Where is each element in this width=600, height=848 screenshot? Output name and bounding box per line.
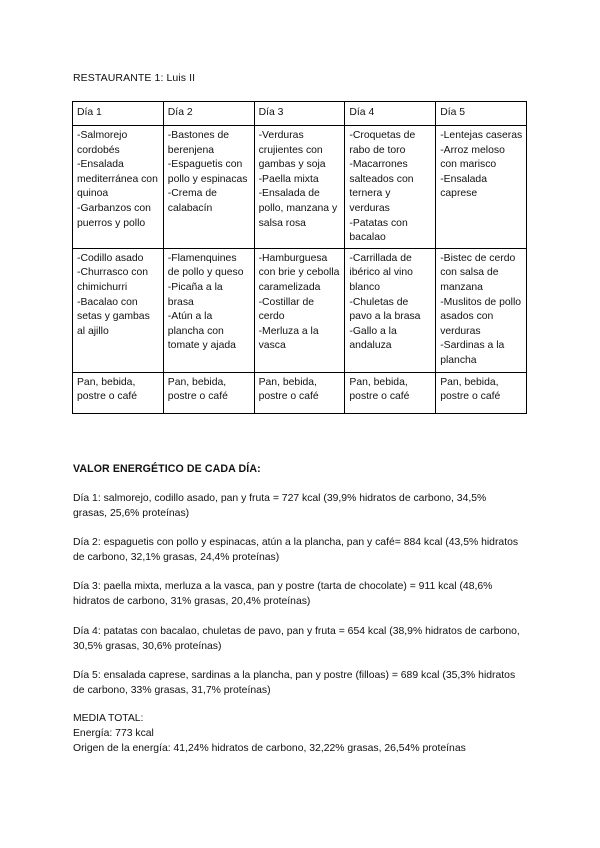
dish-item: -Flamenquines de pollo y queso	[167, 252, 244, 279]
mains-cell	[345, 248, 436, 372]
dish-item: -Costillar de cerdo	[258, 296, 315, 323]
energy-heading: VALOR ENERGÉTICO DE CADA DÍA:	[73, 463, 261, 475]
starters-cell	[73, 126, 164, 249]
day-energy-paragraph: Día 3: paella mixta, merluza a la vasca, pan y postre (tarta de chocolate) = 911 kcal (48,6% hidratos de carbono, 31% grasas, 20,4% proteínas)	[73, 581, 493, 608]
dish-item: -Codillo asado	[77, 252, 144, 264]
dish-item: -Churrasco con chimichurri	[77, 267, 149, 293]
dish-item: -Ensalada de pollo, manzana y salsa rosa	[258, 188, 338, 229]
day-energy-paragraph: Día 4: patatas con bacalao, chuletas de pavo, pan y fruta = 654 kcal (38,9% hidratos de carbono, 30,5% grasas, 30,6% proteínas)	[73, 626, 520, 653]
dish-item: -Garbanzos con puerros y pollo	[77, 202, 151, 229]
dish-item: -Picaña a la brasa	[167, 281, 223, 308]
table-row-starters	[73, 126, 527, 249]
dish-item: -Bastones de berenjena	[167, 130, 230, 156]
starters-cell	[163, 126, 254, 249]
average-energy: Energía: 773 kcal	[73, 728, 154, 739]
dish-item: -Muslitos de pollo asados con verduras	[440, 296, 522, 337]
mains-cell	[436, 248, 527, 372]
dish-item: -Espaguetis con pollo y espinacas	[167, 159, 248, 185]
starters-cell	[436, 126, 527, 249]
extras-cell: Pan, bebida, postre o café	[254, 372, 345, 413]
day-header: Día 4	[345, 102, 436, 126]
average-summary	[73, 711, 523, 756]
dish-item: -Lentejas caseras	[440, 130, 523, 141]
extras-cell: Pan, bebida, postre o café	[163, 372, 254, 413]
mains-cell	[163, 248, 254, 372]
mains-cell	[73, 248, 164, 372]
day-header: Día 1	[73, 102, 164, 126]
day-energy-paragraph: Día 5: ensalada caprese, sardinas a la plancha, pan y postre (filloas) = 689 kcal (35,3% hidratos de carbono, 33% grasas, 31,7% proteínas)	[73, 670, 516, 697]
mains-cell	[254, 248, 345, 372]
dish-item: -Ensalada mediterránea con quinoa	[77, 159, 158, 200]
table-row-mains	[73, 248, 527, 372]
dish-item: -Paella mixta	[258, 173, 319, 185]
extras-cell: Pan, bebida, postre o café	[436, 372, 527, 413]
dish-item: -Bacalao con setas y gambas al ajillo	[77, 296, 150, 337]
dish-item: -Chuletas de pavo a la brasa	[349, 296, 421, 323]
day-energy-paragraph: Día 2: espaguetis con pollo y espinacas, atún a la plancha, pan y café= 884 kcal (43,5% hidratos de carbono, 32,1% grasas, 24,4% proteínas)	[73, 537, 519, 564]
starters-cell	[345, 126, 436, 249]
dish-item: -Carrillada de ibérico al vino blanco	[349, 252, 413, 293]
table-header-row	[73, 102, 527, 126]
extras-cell: Pan, bebida, postre o café	[73, 372, 164, 413]
dish-item: -Crema de calabacín	[167, 188, 217, 214]
dish-item: -Gallo a la andaluza	[349, 325, 397, 352]
restaurant-title: RESTAURANTE 1: Luis II	[73, 72, 196, 84]
day-header: Día 2	[163, 102, 254, 126]
day-header: Día 3	[254, 102, 345, 126]
dish-item: -Arroz meloso con marisco	[440, 144, 505, 171]
dish-item: -Macarrones salteados con ternera y verduras	[349, 159, 414, 214]
dish-item: -Ensalada caprese	[440, 173, 487, 200]
dish-item: -Verduras crujientes con gambas y soja	[258, 130, 326, 171]
dish-item: -Patatas con bacalao	[349, 217, 408, 244]
dish-item: -Bistec de cerdo con salsa de manzana	[440, 252, 516, 293]
day-header: Día 5	[436, 102, 527, 126]
average-heading: MEDIA TOTAL:	[73, 713, 144, 724]
dish-item: -Atún a la plancha con tomate y ajada	[167, 311, 236, 352]
dish-item: -Salmorejo cordobés	[77, 130, 128, 156]
weekly-menu-table	[72, 101, 527, 414]
dish-item: -Croquetas de rabo de toro	[349, 130, 416, 156]
day-energy-paragraph: Día 1: salmorejo, codillo asado, pan y fruta = 727 kcal (39,9% hidratos de carbono, 34,5% grasas, 25,6% proteínas)	[73, 493, 487, 520]
starters-cell	[254, 126, 345, 249]
table-row-extras	[73, 372, 527, 413]
dish-item: -Sardinas a la plancha	[440, 340, 505, 366]
dish-item: -Hamburguesa con brie y cebolla caramelizada	[258, 252, 340, 293]
extras-cell: Pan, bebida, postre o café	[345, 372, 436, 413]
dish-item: -Merluza a la vasca	[258, 325, 319, 352]
average-energy-origin: Origen de la energía: 41,24% hidratos de carbono, 32,22% grasas, 26,54% proteínas	[73, 743, 466, 754]
